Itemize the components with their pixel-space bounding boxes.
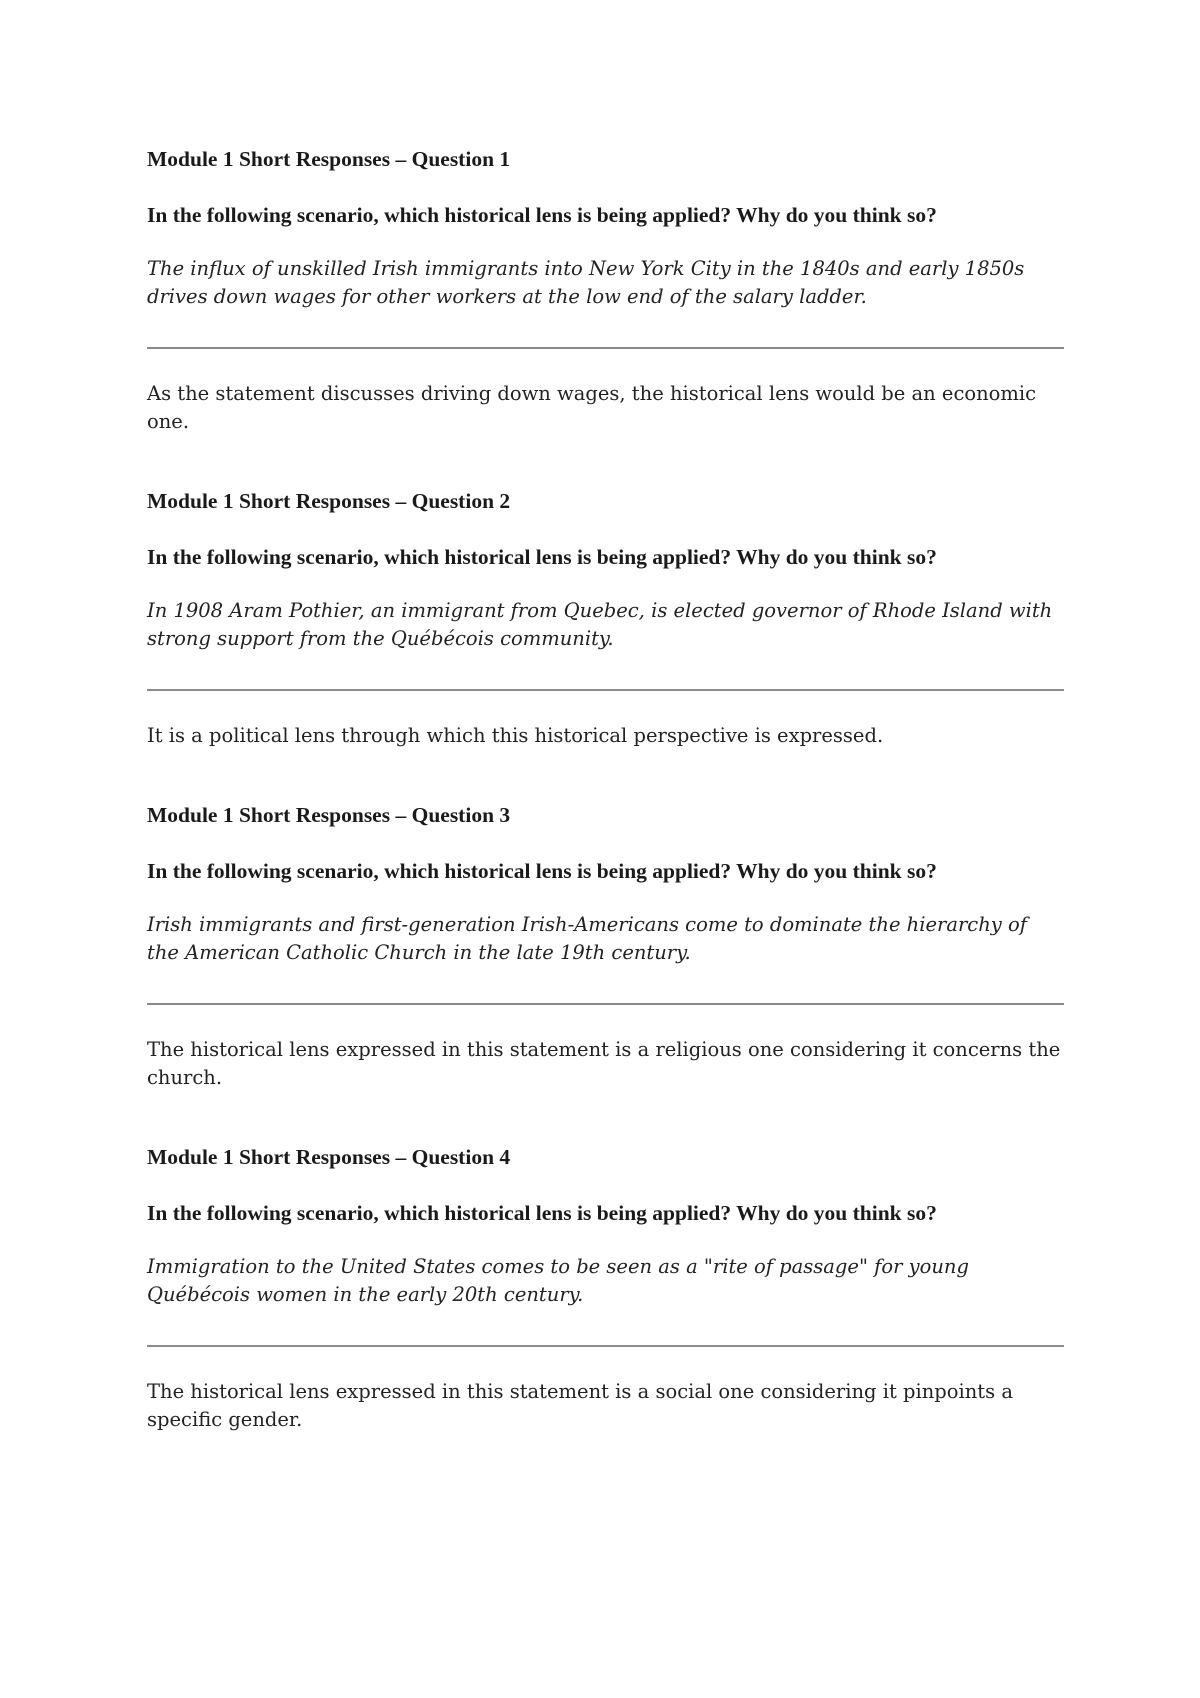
question-2-divider (147, 689, 1064, 691)
question-3-divider (147, 1003, 1064, 1005)
question-2-section (147, 485, 1065, 750)
question-4-heading: Module 1 Short Responses – Question 4 (147, 1145, 511, 1169)
question-2-answer: It is a political lens through which this historical perspective is expressed. (147, 724, 884, 747)
question-4-scenario: Immigration to the United States comes to be seen as a "rite of passage" for young Québécois women in the early 20th century. (147, 1255, 969, 1306)
section-gap (147, 750, 1065, 799)
question-3-heading: Module 1 Short Responses – Question 3 (147, 803, 511, 827)
question-2-scenario: In 1908 Aram Pothier, an immigrant from Quebec, is elected governor of Rhode Island with strong support from the Québécois community. (147, 599, 1053, 650)
question-1-answer: As the statement discusses driving down wages, the historical lens would be an economic one. (147, 382, 1037, 433)
section-gap (147, 1092, 1065, 1141)
question-2-prompt: In the following scenario, which historical lens is being applied? Why do you think so? (147, 545, 937, 569)
question-4-section (147, 1141, 1065, 1434)
question-3-prompt: In the following scenario, which historical lens is being applied? Why do you think so? (147, 859, 937, 883)
question-4-answer: The historical lens expressed in this statement is a social one considering it pinpoints a specific gender. (147, 1380, 1013, 1431)
document-page (147, 143, 1065, 1434)
section-gap (147, 436, 1065, 485)
question-1-heading: Module 1 Short Responses – Question 1 (147, 147, 511, 171)
question-3-scenario: Irish immigrants and first-generation Irish-Americans come to dominate the hierarchy of the American Catholic Church in the late 19th century. (147, 913, 1027, 964)
question-1-divider (147, 347, 1064, 349)
question-4-divider (147, 1345, 1064, 1347)
question-1-section (147, 143, 1065, 436)
question-3-section (147, 799, 1065, 1092)
question-2-heading: Module 1 Short Responses – Question 2 (147, 489, 511, 513)
question-1-prompt: In the following scenario, which historical lens is being applied? Why do you think so? (147, 203, 937, 227)
question-4-prompt: In the following scenario, which historical lens is being applied? Why do you think so? (147, 1201, 937, 1225)
question-1-scenario: The influx of unskilled Irish immigrants into New York City in the 1840s and early 1850s drives down wages for other workers at the low end of the salary ladder. (147, 257, 1025, 308)
question-3-answer: The historical lens expressed in this statement is a religious one considering it concerns the church. (147, 1038, 1061, 1089)
